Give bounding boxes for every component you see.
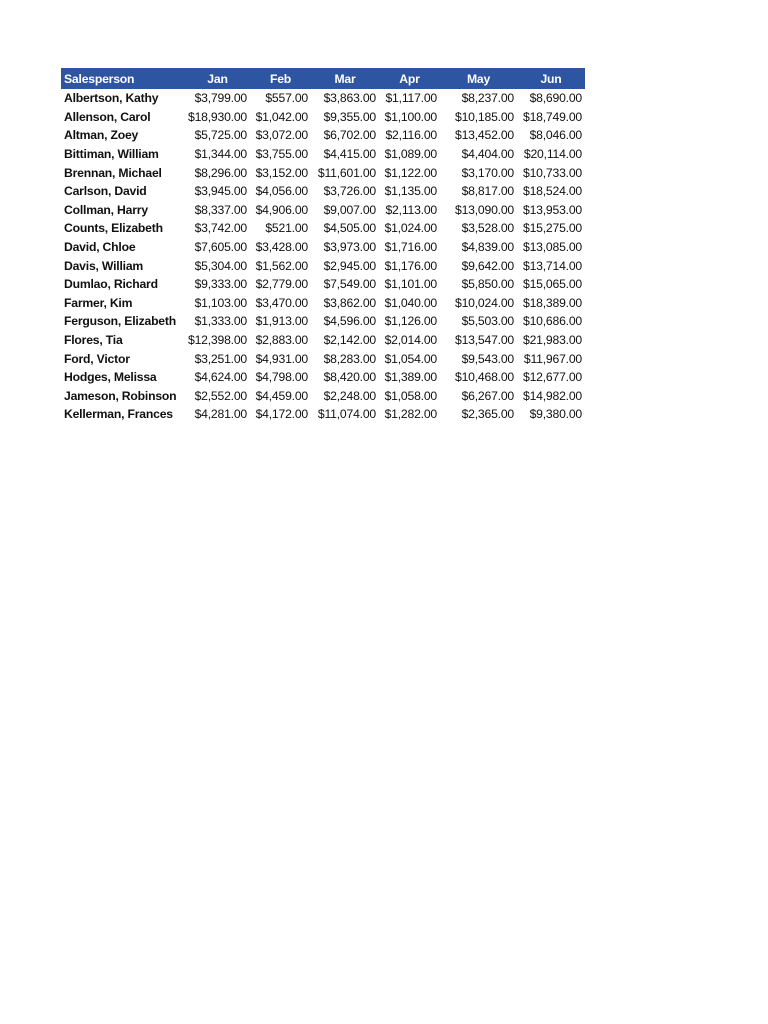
cell-jan: $8,337.00 xyxy=(194,202,247,217)
cell-mar: $4,596.00 xyxy=(323,314,376,329)
cell-jan: $5,725.00 xyxy=(194,128,247,143)
cell-salesperson: Ford, Victor xyxy=(64,351,130,366)
cell-salesperson: Bittiman, William xyxy=(64,147,159,162)
cell-mar: $3,863.00 xyxy=(323,91,376,106)
cell-may: $6,267.00 xyxy=(461,388,514,403)
column-header-salesperson: Salesperson xyxy=(61,68,185,89)
cell-jun: $10,733.00 xyxy=(523,165,582,180)
cell-apr: $1,716.00 xyxy=(384,240,437,255)
cell-jan: $3,742.00 xyxy=(194,221,247,236)
cell-apr: $1,024.00 xyxy=(384,221,437,236)
table-row xyxy=(61,256,585,275)
table-row xyxy=(61,331,585,350)
cell-apr: $2,116.00 xyxy=(385,128,437,143)
cell-mar: $4,415.00 xyxy=(323,147,376,162)
column-header-mar: Mar xyxy=(311,68,379,89)
cell-jan: $18,930.00 xyxy=(188,109,247,124)
cell-jun: $18,749.00 xyxy=(523,109,582,124)
cell-jun: $13,085.00 xyxy=(523,240,582,255)
cell-jun: $10,686.00 xyxy=(523,314,582,329)
column-header-feb: Feb xyxy=(250,68,311,89)
cell-may: $8,817.00 xyxy=(461,184,514,199)
cell-may: $13,090.00 xyxy=(455,202,514,217)
cell-salesperson: Allenson, Carol xyxy=(64,109,151,124)
cell-feb: $4,172.00 xyxy=(255,407,308,422)
table-row xyxy=(61,163,585,182)
cell-salesperson: Flores, Tia xyxy=(64,333,123,348)
table-row xyxy=(61,145,585,164)
cell-apr: $2,113.00 xyxy=(385,202,437,217)
cell-mar: $6,702.00 xyxy=(323,128,376,143)
cell-feb: $4,056.00 xyxy=(255,184,308,199)
cell-feb: $2,883.00 xyxy=(255,333,308,348)
table-row xyxy=(61,182,585,201)
table-body xyxy=(61,89,585,424)
table-row xyxy=(61,238,585,257)
table-row xyxy=(61,387,585,406)
cell-jun: $12,677.00 xyxy=(523,370,582,385)
cell-may: $4,404.00 xyxy=(461,147,514,162)
cell-salesperson: Counts, Elizabeth xyxy=(64,221,163,236)
cell-feb: $1,913.00 xyxy=(255,314,308,329)
cell-jun: $8,046.00 xyxy=(529,128,582,143)
cell-jan: $8,296.00 xyxy=(194,165,247,180)
table-header xyxy=(61,68,585,89)
cell-may: $9,543.00 xyxy=(461,351,514,366)
cell-apr: $1,389.00 xyxy=(384,370,437,385)
cell-mar: $11,601.00 xyxy=(317,165,376,180)
cell-apr: $1,122.00 xyxy=(384,165,437,180)
cell-jun: $20,114.00 xyxy=(523,147,582,162)
cell-jun: $8,690.00 xyxy=(529,91,582,106)
cell-jan: $7,605.00 xyxy=(194,240,247,255)
cell-salesperson: Brennan, Michael xyxy=(64,165,162,180)
cell-salesperson: Dumlao, Richard xyxy=(64,277,158,292)
table-row xyxy=(61,108,585,127)
table-row xyxy=(61,89,585,108)
column-header-jan: Jan xyxy=(185,68,250,89)
cell-apr: $1,126.00 xyxy=(384,314,437,329)
cell-may: $10,024.00 xyxy=(455,295,514,310)
table-row xyxy=(61,405,585,424)
cell-feb: $3,755.00 xyxy=(255,147,308,162)
cell-jan: $2,552.00 xyxy=(194,388,247,403)
cell-may: $10,468.00 xyxy=(455,370,514,385)
cell-jun: $9,380.00 xyxy=(529,407,582,422)
cell-feb: $4,906.00 xyxy=(255,202,308,217)
cell-jan: $9,333.00 xyxy=(194,277,247,292)
cell-salesperson: Ferguson, Elizabeth xyxy=(64,314,176,329)
cell-jun: $14,982.00 xyxy=(523,388,582,403)
cell-jan: $5,304.00 xyxy=(194,258,247,273)
cell-mar: $2,945.00 xyxy=(323,258,376,273)
cell-jun: $18,524.00 xyxy=(523,184,582,199)
cell-salesperson: Albertson, Kathy xyxy=(64,91,159,106)
cell-salesperson: Farmer, Kim xyxy=(64,295,133,310)
cell-jun: $18,389.00 xyxy=(523,295,582,310)
cell-feb: $3,470.00 xyxy=(255,295,308,310)
cell-feb: $521.00 xyxy=(265,221,308,236)
cell-mar: $3,973.00 xyxy=(323,240,376,255)
cell-salesperson: Davis, William xyxy=(64,258,144,273)
cell-mar: $9,355.00 xyxy=(323,109,376,124)
cell-mar: $4,505.00 xyxy=(323,221,376,236)
table-row xyxy=(61,126,585,145)
cell-jan: $4,281.00 xyxy=(194,407,247,422)
cell-feb: $2,779.00 xyxy=(255,277,308,292)
cell-salesperson: Altman, Zoey xyxy=(64,128,139,143)
cell-may: $2,365.00 xyxy=(461,407,514,422)
table-row xyxy=(61,219,585,238)
cell-mar: $11,074.00 xyxy=(317,407,376,422)
cell-feb: $1,562.00 xyxy=(255,258,308,273)
cell-may: $3,528.00 xyxy=(461,221,514,236)
cell-jun: $13,714.00 xyxy=(523,258,582,273)
cell-jan: $3,251.00 xyxy=(194,351,247,366)
cell-apr: $1,117.00 xyxy=(385,91,437,106)
cell-jun: $15,275.00 xyxy=(523,221,582,236)
cell-apr: $1,089.00 xyxy=(384,147,437,162)
cell-may: $13,452.00 xyxy=(455,128,514,143)
cell-apr: $1,282.00 xyxy=(384,407,437,422)
cell-apr: $1,040.00 xyxy=(384,295,437,310)
cell-mar: $9,007.00 xyxy=(323,202,376,217)
cell-feb: $4,931.00 xyxy=(255,351,308,366)
cell-may: $5,503.00 xyxy=(461,314,514,329)
cell-mar: $7,549.00 xyxy=(323,277,376,292)
cell-feb: $3,152.00 xyxy=(255,165,308,180)
column-header-apr: Apr xyxy=(379,68,440,89)
cell-may: $4,839.00 xyxy=(461,240,514,255)
cell-feb: $4,459.00 xyxy=(255,388,308,403)
cell-mar: $2,142.00 xyxy=(323,333,376,348)
cell-salesperson: David, Chloe xyxy=(64,240,136,255)
table-row xyxy=(61,201,585,220)
cell-jan: $12,398.00 xyxy=(188,333,247,348)
cell-apr: $2,014.00 xyxy=(384,333,437,348)
column-header-may: May xyxy=(440,68,517,89)
cell-jan: $3,945.00 xyxy=(194,184,247,199)
cell-mar: $8,420.00 xyxy=(323,370,376,385)
table-row xyxy=(61,368,585,387)
cell-apr: $1,135.00 xyxy=(384,184,437,199)
cell-jun: $21,983.00 xyxy=(523,333,582,348)
cell-may: $9,642.00 xyxy=(461,258,514,273)
cell-salesperson: Carlson, David xyxy=(64,184,147,199)
cell-apr: $1,058.00 xyxy=(384,388,437,403)
table-row xyxy=(61,294,585,313)
cell-jan: $1,333.00 xyxy=(194,314,247,329)
cell-may: $8,237.00 xyxy=(461,91,514,106)
cell-may: $5,850.00 xyxy=(461,277,514,292)
header-row xyxy=(61,68,585,89)
cell-feb: $1,042.00 xyxy=(255,109,308,124)
cell-salesperson: Kellerman, Frances xyxy=(64,407,173,422)
cell-jan: $3,799.00 xyxy=(194,91,247,106)
cell-salesperson: Hodges, Melissa xyxy=(64,370,157,385)
cell-feb: $4,798.00 xyxy=(255,370,308,385)
cell-apr: $1,054.00 xyxy=(384,351,437,366)
cell-may: $13,547.00 xyxy=(455,333,514,348)
cell-mar: $2,248.00 xyxy=(323,388,376,403)
cell-jun: $11,967.00 xyxy=(523,351,582,366)
cell-salesperson: Collman, Harry xyxy=(64,202,148,217)
cell-feb: $3,072.00 xyxy=(255,128,308,143)
cell-jun: $13,953.00 xyxy=(523,202,582,217)
cell-jan: $4,624.00 xyxy=(194,370,247,385)
column-header-jun: Jun xyxy=(517,68,585,89)
cell-mar: $3,726.00 xyxy=(323,184,376,199)
table-row xyxy=(61,312,585,331)
cell-mar: $8,283.00 xyxy=(323,351,376,366)
cell-salesperson: Jameson, Robinson xyxy=(64,388,177,403)
cell-apr: $1,100.00 xyxy=(384,109,437,124)
table-row xyxy=(61,275,585,294)
cell-jan: $1,103.00 xyxy=(194,295,247,310)
table-row xyxy=(61,349,585,368)
cell-apr: $1,176.00 xyxy=(384,258,437,273)
cell-may: $3,170.00 xyxy=(461,165,514,180)
cell-mar: $3,862.00 xyxy=(323,295,376,310)
sales-table xyxy=(61,68,585,424)
cell-jun: $15,065.00 xyxy=(523,277,582,292)
cell-apr: $1,101.00 xyxy=(384,277,437,292)
cell-feb: $557.00 xyxy=(265,91,308,106)
cell-jan: $1,344.00 xyxy=(194,147,247,162)
cell-may: $10,185.00 xyxy=(455,109,514,124)
cell-feb: $3,428.00 xyxy=(255,240,308,255)
